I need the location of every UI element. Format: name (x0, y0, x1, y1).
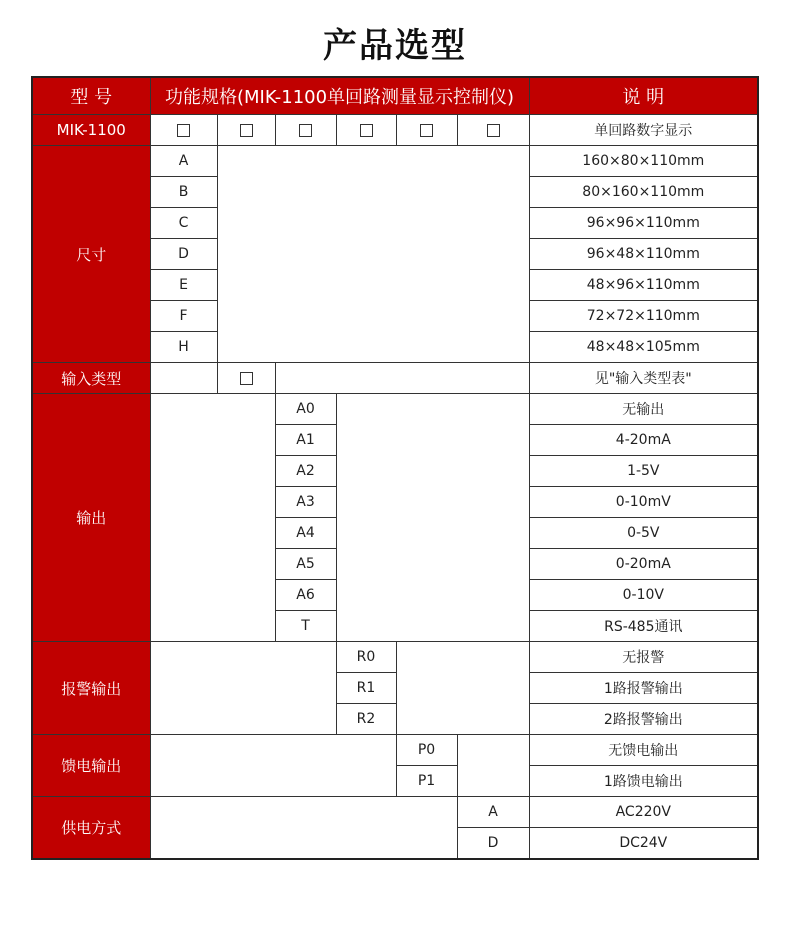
output-description: 0-5V (529, 518, 758, 549)
output-description: 4-20mA (529, 425, 758, 456)
alarm-description: 2路报警输出 (529, 704, 758, 735)
output-row (32, 394, 758, 425)
alarm-description: 无报警 (529, 642, 758, 673)
output-blank-right (336, 394, 529, 642)
output-code: T (275, 611, 336, 642)
size-code: A (150, 146, 217, 177)
size-code: H (150, 332, 217, 363)
output-code: A0 (275, 394, 336, 425)
output-description: 0-10mV (529, 487, 758, 518)
size-description: 80×160×110mm (529, 177, 758, 208)
feed-label: 馈电输出 (32, 735, 150, 797)
header-row (32, 77, 758, 115)
size-code: B (150, 177, 217, 208)
power-label: 供电方式 (32, 797, 150, 860)
input-type-blank (150, 363, 217, 394)
size-description: 48×48×105mm (529, 332, 758, 363)
input-type-row (32, 363, 758, 394)
header-model: 型 号 (32, 77, 150, 115)
model-checkbox-4[interactable] (336, 115, 396, 146)
alarm-description: 1路报警输出 (529, 673, 758, 704)
model-checkbox-5[interactable] (396, 115, 457, 146)
size-code: E (150, 270, 217, 301)
output-description: 1-5V (529, 456, 758, 487)
feed-description: 无馈电输出 (529, 735, 758, 766)
header-description: 说 明 (529, 77, 758, 115)
output-code: A1 (275, 425, 336, 456)
output-code: A3 (275, 487, 336, 518)
size-row (32, 146, 758, 177)
checkbox-icon (299, 124, 312, 137)
input-type-blank-right (275, 363, 529, 394)
size-label: 尺寸 (32, 146, 150, 363)
power-description: AC220V (529, 797, 758, 828)
checkbox-icon (420, 124, 433, 137)
size-description: 72×72×110mm (529, 301, 758, 332)
alarm-label: 报警输出 (32, 642, 150, 735)
size-description: 48×96×110mm (529, 270, 758, 301)
input-type-label: 输入类型 (32, 363, 150, 394)
feed-row (32, 735, 758, 766)
alarm-code: R2 (336, 704, 396, 735)
model-row (32, 115, 758, 146)
power-row (32, 797, 758, 828)
feed-description: 1路馈电输出 (529, 766, 758, 797)
output-description: RS-485通讯 (529, 611, 758, 642)
alarm-blank-left (150, 642, 336, 735)
checkbox-icon (240, 372, 253, 385)
output-code: A2 (275, 456, 336, 487)
output-code: A4 (275, 518, 336, 549)
alarm-row (32, 642, 758, 673)
output-description: 0-10V (529, 580, 758, 611)
size-blank (217, 146, 529, 363)
model-checkbox-1[interactable] (150, 115, 217, 146)
alarm-code: R1 (336, 673, 396, 704)
model-checkbox-3[interactable] (275, 115, 336, 146)
checkbox-icon (487, 124, 500, 137)
selection-table (31, 76, 759, 860)
size-description: 96×48×110mm (529, 239, 758, 270)
power-description: DC24V (529, 828, 758, 860)
checkbox-icon (240, 124, 253, 137)
output-code: A5 (275, 549, 336, 580)
output-code: A6 (275, 580, 336, 611)
output-label: 输出 (32, 394, 150, 642)
checkbox-icon (360, 124, 373, 137)
size-description: 96×96×110mm (529, 208, 758, 239)
model-checkbox-6[interactable] (457, 115, 529, 146)
output-blank-left (150, 394, 275, 642)
model-name: MIK-1100 (32, 115, 150, 146)
output-description: 无输出 (529, 394, 758, 425)
alarm-code: R0 (336, 642, 396, 673)
feed-blank-left (150, 735, 396, 797)
alarm-blank-right (396, 642, 529, 735)
size-code: F (150, 301, 217, 332)
page-title: 产品选型 (323, 26, 467, 66)
output-description: 0-20mA (529, 549, 758, 580)
input-type-checkbox[interactable] (217, 363, 275, 394)
size-description: 160×80×110mm (529, 146, 758, 177)
power-blank (150, 797, 457, 860)
power-code: D (457, 828, 529, 860)
model-checkbox-2[interactable] (217, 115, 275, 146)
feed-code: P0 (396, 735, 457, 766)
input-type-description: 见"输入类型表" (529, 363, 758, 394)
checkbox-icon (177, 124, 190, 137)
header-spec: 功能规格(MIK-1100单回路测量显示控制仪) (150, 77, 529, 115)
power-code: A (457, 797, 529, 828)
feed-blank-right (457, 735, 529, 797)
feed-code: P1 (396, 766, 457, 797)
size-code: D (150, 239, 217, 270)
model-description: 单回路数字显示 (529, 115, 758, 146)
size-code: C (150, 208, 217, 239)
